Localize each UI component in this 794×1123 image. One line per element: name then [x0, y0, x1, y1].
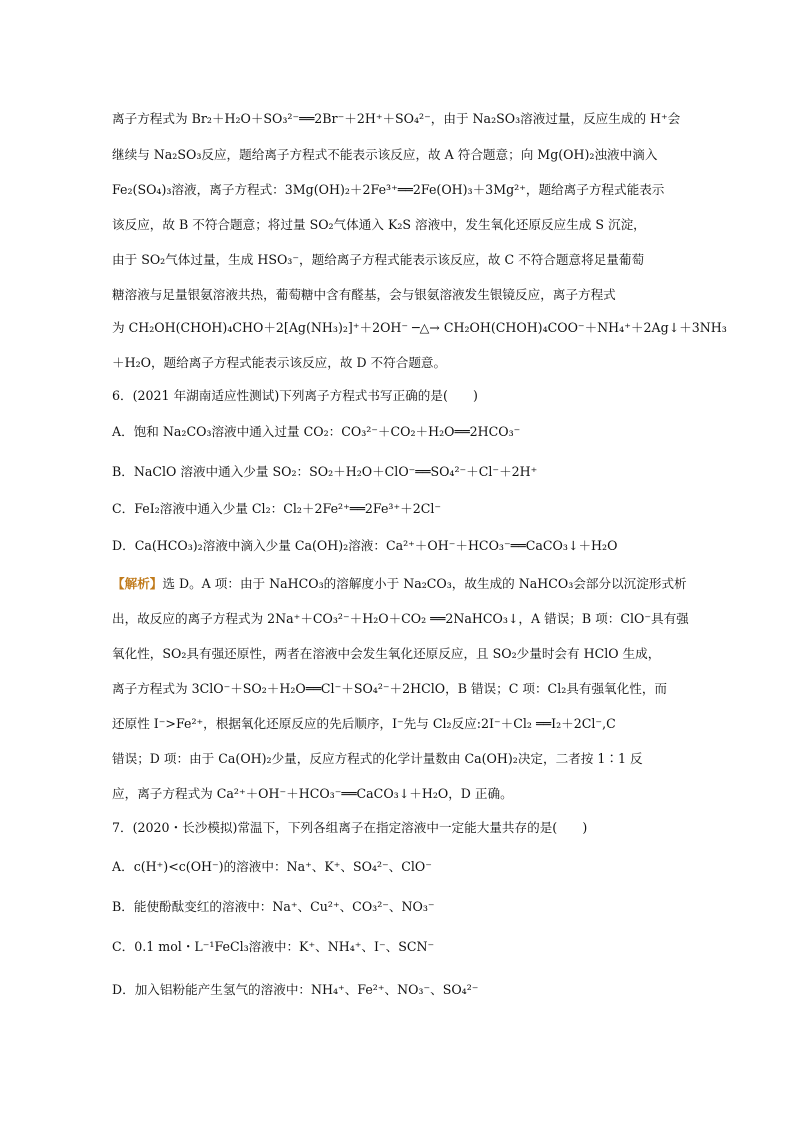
- q7-option-d: D．加入铝粉能产生氢气的溶液中：NH₄⁺、Fe²⁺、NO₃⁻、SO₄²⁻: [112, 982, 479, 997]
- q7-option-b: B．能使酚酞变红的溶液中：Na⁺、Cu²⁺、CO₃²⁻、NO₃⁻: [112, 899, 435, 914]
- q6-analysis-line-2: 出，故反应的离子方程式为 2Na⁺＋CO₃²⁻＋H₂O＋CO₂ ══2NaHCO₃↓，A 错误；B 项：ClO⁻具有强: [112, 611, 689, 626]
- q6-analysis-line-4: 离子方程式为 3ClO⁻＋SO₂＋H₂O══Cl⁻＋SO₄²⁻＋2HClO，B 错误；C 项：Cl₂具有强氧化性，而: [112, 681, 668, 696]
- q6-analysis-text-1: 选 D。A 项：由于 NaHCO₃的溶解度小于 Na₂CO₃，故生成的 NaHCO₃会部分以沉淀形式析: [162, 576, 687, 591]
- q7-option-a: A．c(H⁺)<c(OH⁻)的溶液中：Na⁺、K⁺、SO₄²⁻、ClO⁻: [112, 859, 432, 874]
- q5-explanation-line-1: 离子方程式为 Br₂＋H₂O＋SO₃²⁻══2Br⁻＋2H⁺＋SO₄²⁻，由于 Na₂SO₃溶液过量，反应生成的 H⁺会: [112, 111, 681, 126]
- q5-explanation-line-8: ＋H₂O，题给离子方程式能表示该反应，故 D 不符合题意。: [112, 355, 447, 370]
- q7-stem: 7．(2020・长沙模拟)常温下，下列各组离子在指定溶液中一定能大量共存的是( ): [112, 820, 588, 835]
- q6-analysis-line-1: [112, 574, 687, 594]
- analysis-tag: 【解析】: [112, 576, 163, 591]
- q6-analysis-line-6: 错误；D 项：由于 Ca(OH)₂少量，反应方程式的化学计量数由 Ca(OH)₂决定，二者按 1∶1 反: [112, 751, 643, 766]
- q6-stem: 6．(2021 年湖南适应性测试)下列离子方程式书写正确的是( ): [112, 388, 478, 403]
- q5-explanation-line-5: 由于 SO₂气体过量，生成 HSO₃⁻，题给离子方程式能表示该反应，故 C 不符合题意将足量葡萄: [112, 252, 645, 267]
- q5-explanation-line-2: 继续与 Na₂SO₃反应，题给离子方程式不能表示该反应，故 A 符合题意；向 Mg(OH)₂浊液中滴入: [112, 147, 658, 162]
- q7-option-c: C．0.1 mol・L⁻¹FeCl₃溶液中：K⁺、NH₄⁺、I⁻、SCN⁻: [112, 939, 435, 954]
- q6-option-d: D．Ca(HCO₃)₂溶液中滴入少量 Ca(OH)₂溶液：Ca²⁺＋OH⁻＋HCO₃⁻══CaCO₃↓＋H₂O: [112, 538, 618, 553]
- q6-analysis-line-5: 还原性 I⁻>Fe²⁺，根据氧化还原反应的先后顺序，I⁻先与 Cl₂反应:2I⁻＋Cl₂ ══I₂＋2Cl⁻,C: [112, 716, 616, 731]
- q6-option-c: C．FeI₂溶液中通入少量 Cl₂：Cl₂＋2Fe²⁺══2Fe³⁺＋2Cl⁻: [112, 501, 442, 516]
- q5-explanation-line-6: 糖溶液与足量银氨溶液共热，葡萄糖中含有醛基，会与银氨溶液发生银镜反应，离子方程式: [112, 287, 616, 302]
- q6-option-b: B．NaClO 溶液中通入少量 SO₂：SO₂＋H₂O＋ClO⁻══SO₄²⁻＋Cl⁻＋2H⁺: [112, 464, 538, 479]
- q5-explanation-line-7: 为 CH₂OH(CHOH)₄CHO＋2[Ag(NH₃)₂]⁺＋2OH⁻ ─△→ CH₂OH(CHOH)₄COO⁻＋NH₄⁺＋2Ag↓＋3NH₃: [112, 320, 727, 335]
- q5-explanation-line-4: 该反应，故 B 不符合题意；将过量 SO₂气体通入 K₂S 溶液中，发生氧化还原反应生成 S 沉淀，: [112, 217, 646, 232]
- q6-analysis-line-7: 应，离子方程式为 Ca²⁺＋OH⁻＋HCO₃⁻══CaCO₃↓＋H₂O，D 正确。: [112, 786, 513, 801]
- q6-option-a: A．饱和 Na₂CO₃溶液中通入过量 CO₂：CO₃²⁻＋CO₂＋H₂O══2HCO₃⁻: [112, 424, 521, 439]
- q5-explanation-line-3: Fe₂(SO₄)₃溶液，离子方程式：3Mg(OH)₂＋2Fe³⁺══2Fe(OH)₃＋3Mg²⁺，题给离子方程式能表示: [112, 182, 665, 197]
- q6-analysis-line-3: 氧化性，SO₂具有强还原性，两者在溶液中会发生氧化还原反应，且 SO₂少量时会有 HClO 生成，: [112, 646, 661, 661]
